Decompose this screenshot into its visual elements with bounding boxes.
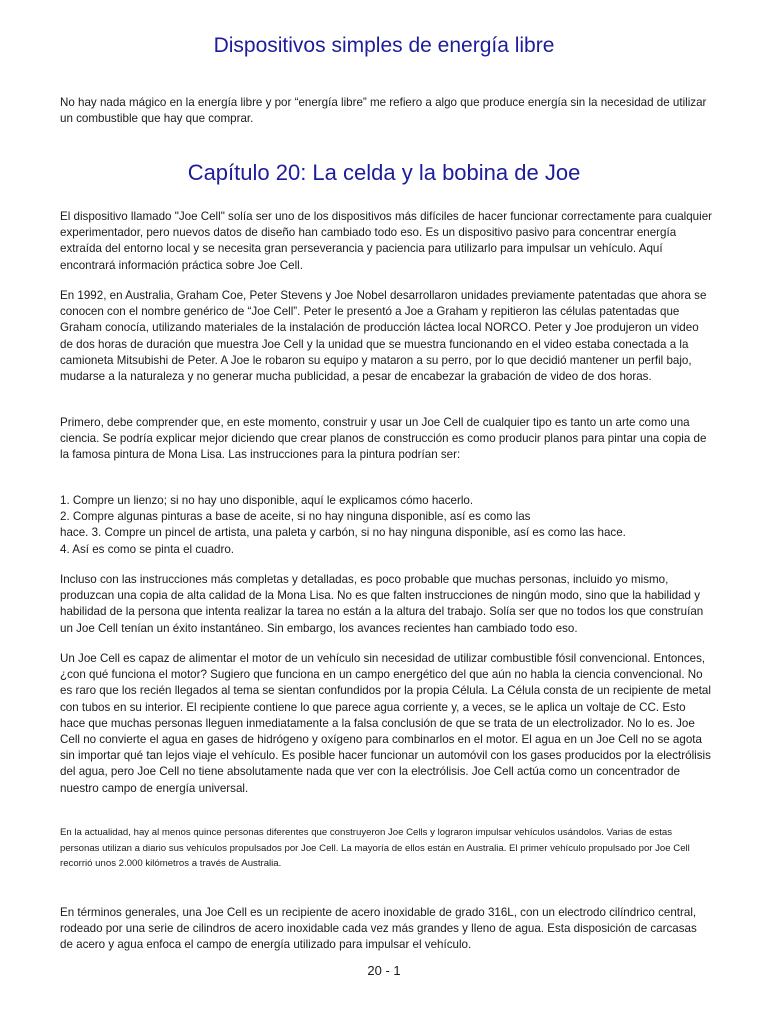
paragraph-instructions-note: Incluso con las instrucciones más completas y detalladas, es poco probable que muchas personas, incluido yo mismo, produzcan una copia de alta calidad de la Mona Lisa. No es que falten instrucciones de ningún modo, sino que la habilidad y habilidad de la persona que intenta realizar la tarea no están a la altura del trabajo. Solía ser que no todos los que construían un Joe Cell tenían un éxito instantáneo. Sin embargo, los avances recientes han cambiado todo eso. <box>60 573 704 635</box>
paragraph-how-it-works: Un Joe Cell es capaz de alimentar el motor de un vehículo sin necesidad de utilizar combustible fósil convencional. Entonces, ¿con qué funciona el motor? Sugiero que funciona en un campo energético del que aún no habla la ciencia convencional. No es raro que los recién llegados al tema se sientan confundidos por la propia Célula. La Célula consta de un recipiente de metal con tubos en su interior. El recipiente contiene lo que parece agua corriente y, a veces, se le aplica un voltaje de CC. Esto hace que muchas personas lleguen inmediatamente a la falsa conclusión de que se trata de un electrolizador. No lo es. Joe Cell no convierte el agua en gases de hidrógeno y oxígeno para combinarlos en el motor. El agua en un Joe Cell no se agota sin importar qué tan lejos viaje el vehículo. Es posible hacer funcionar un automóvil con los gases producidos por la electrólisis del agua, pero Joe Cell no tiene absolutamente nada que ver con la electrólisis. Joe Cell actúa como un concentrador de nuestro campo de energía universal. <box>60 652 711 795</box>
list-item: hace. 3. Compre un pincel de artista, una paleta y carbón, si no hay ninguna disponible, así es como las hace. <box>60 526 626 540</box>
paragraph-art-science: Primero, debe comprender que, en este momento, construir y usar un Joe Cell de cualquier tipo es tanto un arte como una ciencia. Se podría explicar mejor diciendo que crear planos de construcción es como producir planos para pintar una copia de la famosa pintura de Mona Lisa. Las instrucciones para la pintura podrían ser: <box>60 416 707 462</box>
intro-paragraph: No hay nada mágico en la energía libre y por “energía libre” me refiero a algo que produce energía sin la necesidad de utilizar un combustible que hay que comprar. <box>60 96 707 126</box>
paragraph-history: En 1992, en Australia, Graham Coe, Peter Stevens y Joe Nobel desarrollaron unidades previamente patentadas que ahora se conocen con el nombre genérico de “Joe Cell”. Peter le presentó a Joe a Graham y repitieron las células patentadas que Graham conocía, utilizando materiales de la instalación de producción láctea local NORCO. Peter y Joe produjeron un video de dos horas de duración que muestra Joe Cell y la unidad que se muestra funcionando en el video estaba conectada a la camioneta Mitsubishi de Peter. A Joe le robaron su equipo y mataron a su perro, por lo que decidió mantener un perfil bajo, mudarse a la naturaleza y no generar mucha publicidad, a pesar de encabezar la grabación de video de dos horas. <box>60 289 707 384</box>
list-item: 4. Así es como se pinta el cuadro. <box>60 542 235 556</box>
paragraph-construction: En términos generales, una Joe Cell es un recipiente de acero inoxidable de grado 316L, con un electrodo cilíndrico central, rodeado por una serie de cilindros de acero inoxidable cada vez más grandes y lleno de agua. Esta disposición de carcasas de acero y agua enfoca el campo de energía utilizado para impulsar el vehículo. <box>60 906 697 952</box>
page-number: 20 - 1 <box>367 963 401 978</box>
chapter-title: Capítulo 20: La celda y la bobina de Joe <box>187 160 581 185</box>
paragraph-joe-cell-intro: El dispositivo llamado "Joe Cell" solía ser uno de los dispositivos más difíciles de hacer funcionar correctamente para cualquier experimentador, pero nuevos datos de diseño han cambiado todo eso. Es un dispositivo pasivo para concentrar energía extraída del entorno local y se necesita gran perseverancia y paciencia para utilizarlo para impulsar un vehículo. Aquí encontrará información práctica sobre Joe Cell. <box>60 210 713 272</box>
document-title: Dispositivos simples de energía libre <box>213 34 555 57</box>
instructions-list <box>60 493 712 558</box>
list-item: 1. Compre un lienzo; si no hay uno disponible, aquí le explicamos cómo hacerlo. <box>60 494 474 507</box>
list-item: 2. Compre algunas pinturas a base de aceite, si no hay ninguna disponible, así es como las <box>60 510 531 524</box>
paragraph-builders: En la actualidad, hay al menos quince personas diferentes que construyeron Joe Cells y lograron impulsar vehículos usándolos. Varias de estas personas utilizan a diario sus vehículos propulsados por Joe Cell. La mayoría de ellos están en Australia. El primer vehículo propulsado por Joe Cell recorrió unos 2.000 kilómetros a través de Australia. <box>60 827 690 869</box>
